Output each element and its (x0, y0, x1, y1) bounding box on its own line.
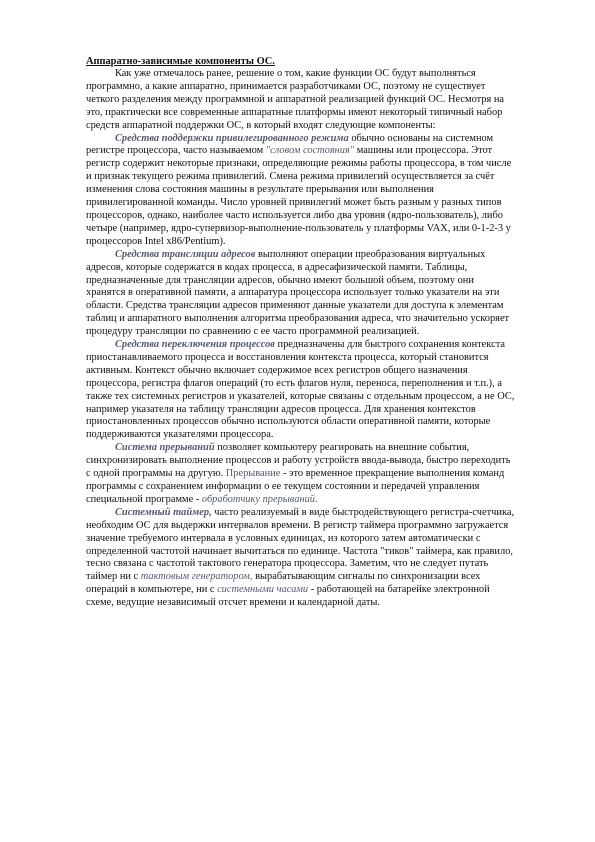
process-switching-paragraph (86, 339, 515, 442)
system-clock-term: системными часами (217, 584, 309, 596)
address-translation-text: выполняют операции преобразования виртуальных адресов, которые содержатся в кодах процесса, в адресафизической памяти. Таблицы, предназначенные для трансляции адресов, обычно имеют большой объем, поэтому они хранятся в оперативной памяти, а аппаратура процессора использует только указатели на эти области. Средства трансляции адресов применяют данные указатели для доступа к элементам таблиц и аппаратного выполнения алгоритма преобразования адреса, что значительно ускоряет процедуру трансляции по сравнению с ее часто программной реализацией. (86, 248, 510, 338)
interrupt-system-paragraph (86, 442, 515, 507)
clock-generator-term: тактовым генератором, (140, 571, 253, 583)
address-translation-paragraph (86, 249, 515, 339)
privileged-text-1: обычно основаны на системном регистре процессора, часто называемом (86, 132, 494, 157)
privileged-text-2: машины или процессора. Этот регистр содержит некоторые признаки, определяющие режимы работы процессора, в том числе и признак текущего режима привилегий. Смена режима привилегий осуществляется за счёт изменения слова состояния машины в результате прерывания или выполнения привилегированной команды. Число уровней привилегий может быть разным у разных типов процессоров, однако, наиболее часто используется либо два уровня (ядро-пользователь), либо четыре (например, ядро-супервизор-выполнение-пользователь у платформы VAX, или 0-1-2-3 у процессоров Intel x86/Pentium). (86, 145, 512, 247)
timer-text-2: вырабатывающим сигналы по синхронизации всех операций в компьютере, ни с (86, 571, 481, 596)
state-word-quote: "словом состояния" (265, 145, 355, 157)
privileged-mode-term: Средства поддержки привилегированного режима (115, 132, 349, 144)
system-timer-paragraph (86, 507, 515, 610)
process-switching-text: предназначены для быстрого сохранения контекста приостанавливаемого процесса и восстановления контекста процесса, который становится активным. Контекст обычно включает содержимое всех регистров общего назначения процессора, регистра флагов операций (то есть флагов нуля, переноса, переполнения и т.п.), а также тех системных регистров и указателей, которые связаны с отдельным процессом, а не ОС, например указателя на таблицу трансляции адресов процесса. Для хранения контекстов приостановленных процессов обычно используются области оперативной памяти, которые поддерживаются указателями процессора. (86, 339, 515, 441)
address-translation-term: Средства трансляции адресов (115, 248, 256, 260)
intro-text: Как уже отмечалось ранее, решение о том, какие функции ОС будут выполняться программно, а какие аппаратно, принимается разработчиками ОС, поэтому не существует четкого разделения между программной и аппаратной реализацией функций ОС. Несмотря на это, практически все современные аппаратные платформы имеют некоторый типичный набор средств аппаратной поддержки ОС, в который входят следующие компоненты: (86, 68, 505, 131)
page-title: Аппаратно-зависимые компоненты ОС. (86, 56, 275, 67)
interrupt-system-term: Система прерываний (115, 442, 215, 454)
system-timer-term: Системный таймер, (115, 506, 212, 518)
timer-text-3: - работающей на батарейке электронной схеме, ведущие независимый отсчет времени и календарной даты. (86, 584, 490, 609)
interrupt-text-1: позволяет компьютеру реагировать на внешние события, синхронизировать выполнение процессов и работу устройств ввода-вывода, быстро переходить с одной программы на другую. (86, 442, 511, 480)
interrupt-handler-term: обработчику прерываний. (201, 493, 318, 505)
process-switching-term: Средства переключения процессов (115, 339, 275, 351)
privileged-mode-paragraph (86, 133, 515, 249)
intro-paragraph (86, 68, 515, 133)
interrupt-text-2: - это временное прекращение выполнения команд программы с сохранением информации о ее текущем состоянии и передачей управления специальной программе - (86, 468, 505, 505)
timer-text-1: часто реализуемый в виде быстродействующего регистра-счетчика, необходим ОС для выдержки интервалов времени. В регистр таймера программно загружается значение требуемого интервала в условных единицах, из которого затем автоматически с определенной частотой начинает вычитаться по единице. Частота "тиков" таймера, как правило, тесно связана с частотой тактового генератора процессора. Заметим, что не следует путать таймер ни с (86, 506, 515, 583)
interrupt-term: Прерывание (225, 468, 281, 480)
